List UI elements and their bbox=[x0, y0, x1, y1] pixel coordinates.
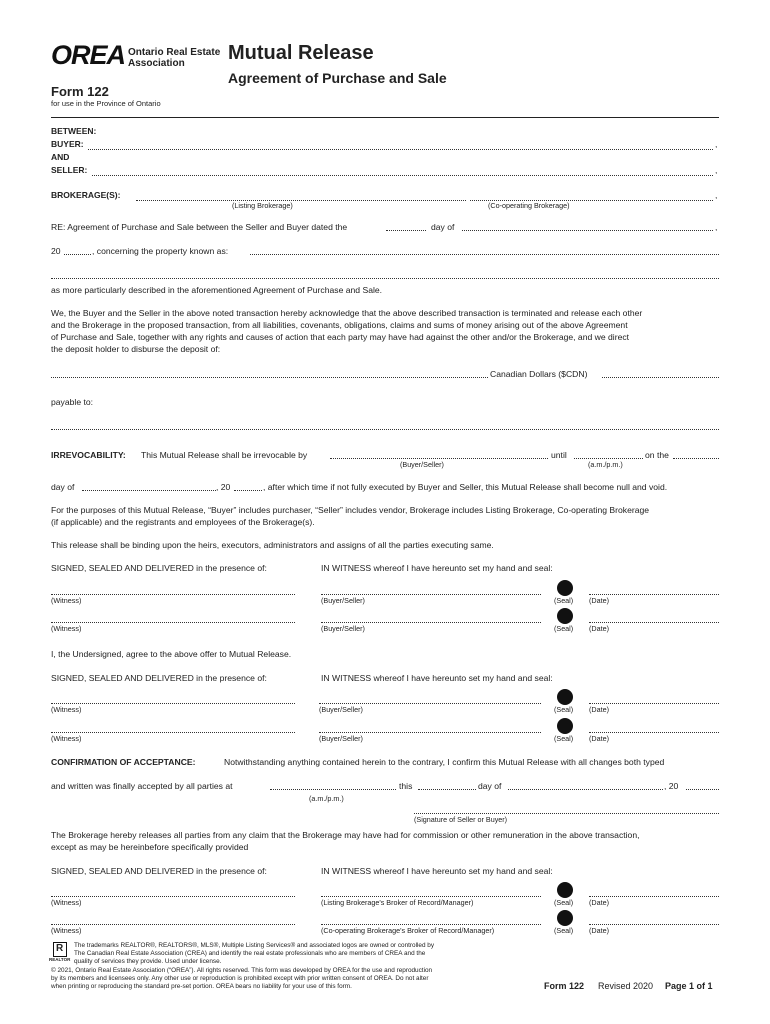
copyright-line-1: © 2021, Ontario Real Estate Association (“OREA”). All rights reserved. This form was developed by OREA for the use and reproduction bbox=[51, 967, 433, 974]
witness-caption-3: (Witness) bbox=[51, 705, 82, 714]
date-caption-1: (Date) bbox=[589, 596, 609, 605]
date-caption-2: (Date) bbox=[589, 624, 609, 633]
and-label: AND bbox=[51, 152, 70, 162]
re-day-of: day of bbox=[431, 222, 455, 232]
between-label: BETWEEN: bbox=[51, 126, 97, 136]
copyright-line-2: by its members and licensees only. Any other use or reproduction is prohibited except with prior written consent of OREA. Do not alter bbox=[51, 975, 429, 982]
date-field-3[interactable] bbox=[589, 703, 719, 704]
form-number: Form 122 bbox=[51, 84, 109, 99]
orea-name-line2: Association bbox=[128, 58, 185, 69]
witness-signature-field-6[interactable] bbox=[51, 924, 295, 925]
realtor-logo-icon bbox=[53, 942, 67, 957]
confirmation-line-2a: and written was finally accepted by all parties at bbox=[51, 781, 233, 791]
irrevocable-date-field[interactable] bbox=[673, 458, 719, 459]
seal-caption-3: (Seal) bbox=[554, 705, 574, 714]
listing-brokerage-field[interactable] bbox=[136, 200, 466, 201]
re-described-text: as more particularly described in the aforementioned Agreement of Purchase and Sale. bbox=[51, 285, 383, 295]
signed-sealed-2: SIGNED, SEALED AND DELIVERED in the presence of: bbox=[51, 673, 267, 683]
seal-caption-6: (Seal) bbox=[554, 926, 574, 935]
buyer-seller-signature-field-1[interactable] bbox=[321, 594, 541, 595]
seller-label: SELLER: bbox=[51, 165, 88, 175]
binding-text: This release shall be binding upon the heirs, executors, administrators and assigns of all the parties executing same. bbox=[51, 540, 494, 550]
irrevocability-on-the: on the bbox=[645, 450, 669, 460]
date-caption-5: (Date) bbox=[589, 898, 609, 907]
release-line-1: We, the Buyer and the Seller in the above noted transaction hereby acknowledge that the above described transaction is terminated and release each other bbox=[51, 308, 643, 318]
date-field-1[interactable] bbox=[589, 594, 719, 595]
seal-caption-1: (Seal) bbox=[554, 596, 574, 605]
realtor-logo-caption: REALTOR bbox=[49, 957, 71, 962]
date-field-6[interactable] bbox=[589, 924, 719, 925]
confirmation-ampm-caption: (a.m./p.m.) bbox=[309, 794, 344, 803]
witness-signature-field-5[interactable] bbox=[51, 896, 295, 897]
cooperating-broker-caption: (Co-operating Brokerage's Broker of Record/Manager) bbox=[321, 926, 495, 935]
signed-sealed-3: SIGNED, SEALED AND DELIVERED in the presence of: bbox=[51, 866, 267, 876]
witness-caption-5: (Witness) bbox=[51, 898, 82, 907]
seller-field[interactable] bbox=[92, 175, 713, 176]
realtor-logo-letter: R bbox=[56, 943, 64, 954]
confirmation-line-1: Notwithstanding anything contained herein to the contrary, I confirm this Mutual Release with all changes both typed bbox=[224, 757, 665, 767]
date-field-4[interactable] bbox=[589, 732, 719, 733]
definitions-line-1: For the purposes of this Mutual Release, “Buyer” includes purchaser, “Seller” includes vendor, Brokerage includes Listing Brokerage, Co-operating Brokerage bbox=[51, 505, 650, 515]
buyer-field[interactable] bbox=[88, 149, 713, 150]
witness-signature-field-3[interactable] bbox=[51, 703, 295, 704]
irrevocable-month-field[interactable] bbox=[82, 490, 216, 491]
buyer-seller-signature-field-3[interactable] bbox=[319, 703, 541, 704]
seal-caption-5: (Seal) bbox=[554, 898, 574, 907]
date-field-2[interactable] bbox=[589, 622, 719, 623]
definitions-line-2: (if applicable) and the registrants and employees of the Brokerage(s). bbox=[51, 517, 315, 527]
irrevocability-year-prefix: , 20 bbox=[216, 482, 231, 492]
seal-caption-4: (Seal) bbox=[554, 734, 574, 743]
irrevocability-after-text: , after which time if not fully executed by Buyer and Seller, this Mutual Release shall become null and void. bbox=[263, 482, 668, 492]
confirmation-day-of: day of bbox=[478, 781, 502, 791]
in-witness-1: IN WITNESS whereof I have hereunto set my hand and seal: bbox=[321, 563, 553, 573]
brokerage-label: BROKERAGE(S): bbox=[51, 190, 121, 200]
in-witness-2: IN WITNESS whereof I have hereunto set my hand and seal: bbox=[321, 673, 553, 683]
agreement-day-field[interactable] bbox=[386, 230, 426, 231]
orea-logo: OREA bbox=[51, 40, 126, 70]
date-caption-4: (Date) bbox=[589, 734, 609, 743]
acceptance-year-field[interactable] bbox=[686, 789, 719, 790]
brokerage-release-line-2: except as may be hereinbefore specifically provided bbox=[51, 842, 249, 852]
form-scope: for use in the Province of Ontario bbox=[51, 99, 161, 108]
signature-caption: (Signature of Seller or Buyer) bbox=[414, 815, 508, 824]
buyer-seller-caption-2: (Buyer/Seller) bbox=[321, 624, 365, 633]
footer-revised: Revised 2020 bbox=[598, 981, 654, 991]
undersigned-text: I, the Undersigned, agree to the above offer to Mutual Release. bbox=[51, 649, 292, 659]
confirmation-label: CONFIRMATION OF ACCEPTANCE: bbox=[51, 757, 196, 767]
seal-icon bbox=[557, 608, 573, 624]
signed-sealed-1: SIGNED, SEALED AND DELIVERED in the presence of: bbox=[51, 563, 267, 573]
date-field-5[interactable] bbox=[589, 896, 719, 897]
page-subtitle: Agreement of Purchase and Sale bbox=[228, 70, 447, 86]
re-property-text: , concerning the property known as: bbox=[92, 246, 229, 256]
seal-icon bbox=[557, 910, 573, 926]
in-witness-3: IN WITNESS whereof I have hereunto set my hand and seal: bbox=[321, 866, 553, 876]
irrevocability-label: IRREVOCABILITY: bbox=[51, 450, 126, 460]
witness-caption-2: (Witness) bbox=[51, 624, 82, 633]
date-caption-3: (Date) bbox=[589, 705, 609, 714]
irrevocable-time-field[interactable] bbox=[574, 458, 643, 459]
witness-signature-field-2[interactable] bbox=[51, 622, 295, 623]
buyer-seller-caption-1: (Buyer/Seller) bbox=[321, 596, 365, 605]
seal-icon bbox=[557, 882, 573, 898]
irrevocable-by-field[interactable] bbox=[330, 458, 548, 459]
seal-icon bbox=[557, 580, 573, 596]
property-address-field-2[interactable] bbox=[51, 278, 719, 279]
cooperating-brokerage-caption: (Co-operating Brokerage) bbox=[488, 201, 570, 210]
acceptance-month-field[interactable] bbox=[508, 789, 663, 790]
confirmation-this: this bbox=[399, 781, 413, 791]
witness-signature-field-1[interactable] bbox=[51, 594, 295, 595]
witness-caption-6: (Witness) bbox=[51, 926, 82, 935]
footer-form-number: Form 122 bbox=[544, 981, 585, 991]
deposit-amount-field[interactable] bbox=[51, 377, 488, 378]
irrevocability-until: until bbox=[551, 450, 567, 460]
buyer-comma: , bbox=[715, 139, 718, 149]
agreement-month-field[interactable] bbox=[462, 230, 713, 231]
trademark-line-3: quality of services they provide. Used under license. bbox=[74, 958, 222, 965]
buyer-seller-signature-field-4[interactable] bbox=[319, 732, 541, 733]
seal-icon bbox=[557, 718, 573, 734]
seller-buyer-signature-field[interactable] bbox=[414, 813, 719, 814]
footer-page-number: Page 1 of 1 bbox=[665, 981, 713, 991]
irrevocable-year-field[interactable] bbox=[234, 490, 262, 491]
orea-name-line1: Ontario Real Estate bbox=[128, 47, 221, 58]
deposit-amount-numeric-field[interactable] bbox=[602, 377, 719, 378]
agreement-year-field[interactable] bbox=[64, 254, 91, 255]
buyer-seller-caption-3: (Buyer/Seller) bbox=[319, 705, 363, 714]
witness-caption-4: (Witness) bbox=[51, 734, 82, 743]
deposit-currency: Canadian Dollars ($CDN) bbox=[490, 369, 588, 379]
irrevocability-day-of: day of bbox=[51, 482, 75, 492]
listing-brokerage-caption: (Listing Brokerage) bbox=[232, 201, 293, 210]
buyer-seller-caption-4: (Buyer/Seller) bbox=[319, 734, 363, 743]
acceptance-day-field[interactable] bbox=[418, 789, 476, 790]
payable-to-label: payable to: bbox=[51, 397, 94, 407]
copyright-line-3: when printing or reproducing the standard pre-set portion. OREA bears no liability for your use of this form. bbox=[51, 983, 352, 990]
property-address-field[interactable] bbox=[250, 254, 719, 255]
confirmation-year-prefix: , 20 bbox=[664, 781, 679, 791]
buyer-label: BUYER: bbox=[51, 139, 84, 149]
listing-broker-caption: (Listing Brokerage's Broker of Record/Manager) bbox=[321, 898, 474, 907]
brokerage-comma: , bbox=[715, 190, 718, 200]
witness-caption-1: (Witness) bbox=[51, 596, 82, 605]
header-rule bbox=[51, 117, 719, 118]
irrevocability-buyer-seller-caption: (Buyer/Seller) bbox=[400, 460, 444, 469]
re-line1-text: RE: Agreement of Purchase and Sale between the Seller and Buyer dated the bbox=[51, 222, 348, 232]
listing-broker-signature-field[interactable] bbox=[321, 896, 541, 897]
seal-caption-2: (Seal) bbox=[554, 624, 574, 633]
trademark-line-2: The Canadian Real Estate Association (CREA) and identify the real estate professionals who are members of CREA and the bbox=[74, 950, 426, 957]
date-caption-6: (Date) bbox=[589, 926, 609, 935]
irrevocability-ampm-caption: (a.m./p.m.) bbox=[588, 460, 623, 469]
release-line-3: of Purchase and Sale, together with any rights and causes of action that each party may have had against the other and/or the Brokerage, and we direct bbox=[51, 332, 630, 342]
cooperating-broker-signature-field[interactable] bbox=[321, 924, 541, 925]
buyer-seller-signature-field-2[interactable] bbox=[321, 622, 541, 623]
payable-to-field[interactable] bbox=[51, 429, 719, 430]
trademark-line-1: The trademarks REALTOR®, REALTORS®, MLS®, Multiple Listing Services® and associated logos are owned or controlled by bbox=[74, 942, 435, 949]
re-year-prefix: 20 bbox=[51, 246, 61, 256]
seller-comma: , bbox=[715, 165, 718, 175]
re-line1-comma: , bbox=[715, 222, 718, 232]
brokerage-release-line-1: The Brokerage hereby releases all parties from any claim that the Brokerage may have had for commission or other remuneration in the above transaction, bbox=[51, 830, 640, 840]
seal-icon bbox=[557, 689, 573, 705]
release-line-2: and the Brokerage in the proposed transaction, from all liabilities, covenants, obligations, claims and sums of money arising out of the above Agreement bbox=[51, 320, 628, 330]
irrevocability-text: This Mutual Release shall be irrevocable by bbox=[141, 450, 308, 460]
page-title: Mutual Release bbox=[228, 42, 374, 64]
witness-signature-field-4[interactable] bbox=[51, 732, 295, 733]
acceptance-time-field[interactable] bbox=[270, 789, 396, 790]
release-line-4: the deposit holder to disburse the deposit of: bbox=[51, 344, 221, 354]
